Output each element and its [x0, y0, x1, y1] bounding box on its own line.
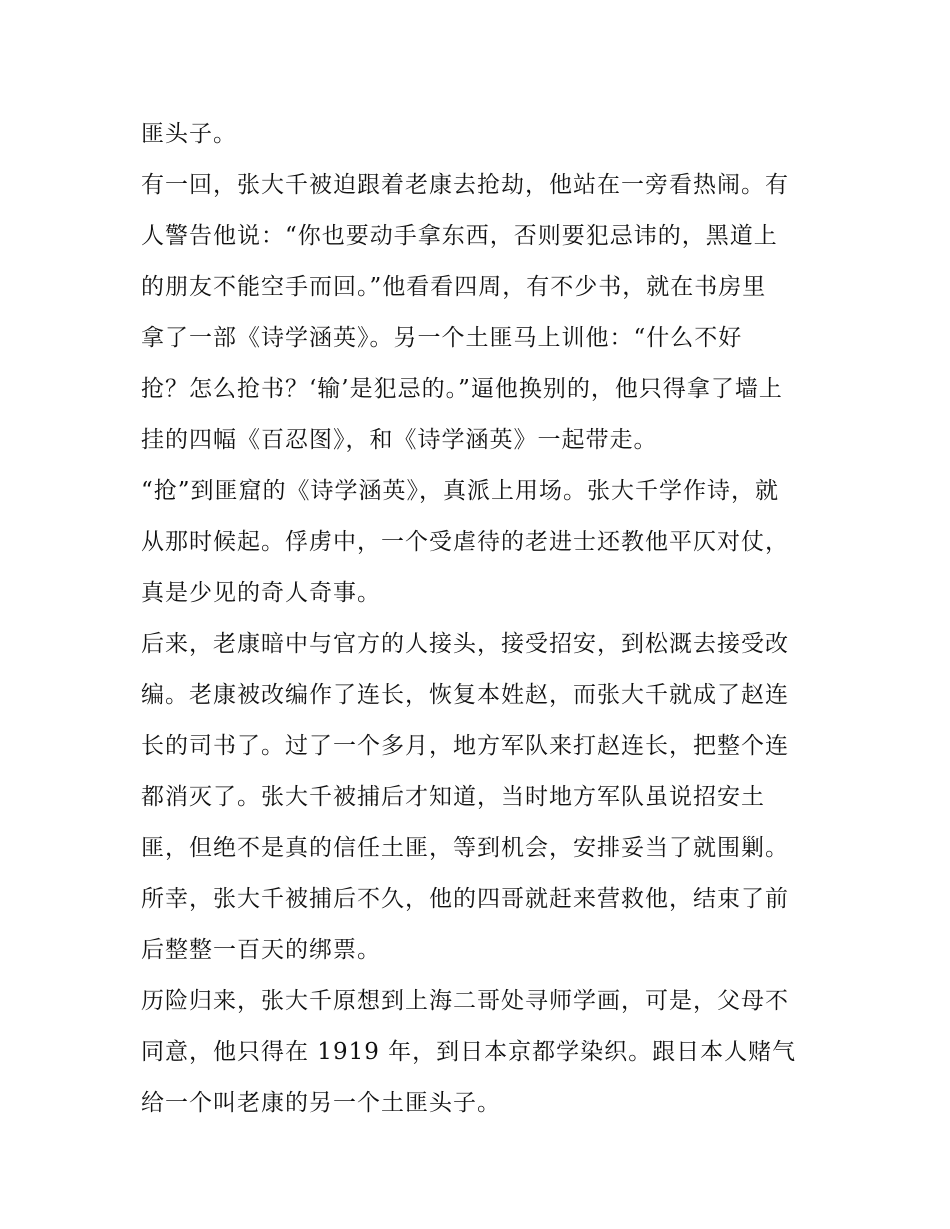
text-line: 真是少见的奇人奇事。: [141, 580, 381, 606]
text-line: 历险归来，张大千原想到上海二哥处寻师学画，可是，父母不: [141, 988, 789, 1014]
text-line: 匪头子。: [141, 121, 237, 147]
text-line: 长的司书了。过了一个多月，地方军队来打赵连长，把整个连: [141, 733, 789, 759]
text-line: “抢”到匪窟的《诗学涵英》，真派上用场。张大千学作诗，就: [141, 478, 780, 504]
text-line: 人警告他说：“你也要动手拿东西，否则要犯忌讳的，黑道上: [141, 223, 778, 249]
text-line: 所幸，张大千被捕后不久，他的四哥就赶来营救他，结束了前: [141, 886, 789, 912]
text-line: 拿了一部《诗学涵英》。另一个土匪马上训他：“什么不好: [141, 325, 743, 351]
text-line: 抢？怎么抢书？‘输’是犯忌的。”逼他换别的，他只得拿了墙上: [141, 376, 783, 402]
body-text: [141, 109, 821, 1129]
text-line: 有一回，张大千被迫跟着老康去抢劫，他站在一旁看热闹。有: [141, 172, 789, 198]
text-line: 都消灭了。张大千被捕后才知道，当时地方军队虽说招安土: [141, 784, 765, 810]
text-line: 后来，老康暗中与官方的人接头，接受招安，到松溉去接受改: [141, 631, 789, 657]
text-line: 给一个叫老康的另一个土匪头子。: [141, 1090, 501, 1116]
text-line: 挂的四幅《百忍图》，和《诗学涵英》一起带走。: [141, 427, 658, 453]
text-line: 编。老康被改编作了连长，恢复本姓赵，而张大千就成了赵连: [141, 682, 789, 708]
text-line: 同意，他只得在 1919 年，到日本京都学染织。跟日本人赌气: [141, 1039, 797, 1065]
text-line: 的朋友不能空手而回。”他看看四周，有不少书，就在书房里: [141, 274, 767, 300]
text-line: 后整整一百天的绑票。: [141, 937, 381, 963]
text-line: 从那时候起。俘虏中，一个受虐待的老进士还教他平仄对仗，: [141, 529, 789, 555]
text-line: 匪，但绝不是真的信任土匪，等到机会，安排妥当了就围剿。: [141, 835, 789, 861]
